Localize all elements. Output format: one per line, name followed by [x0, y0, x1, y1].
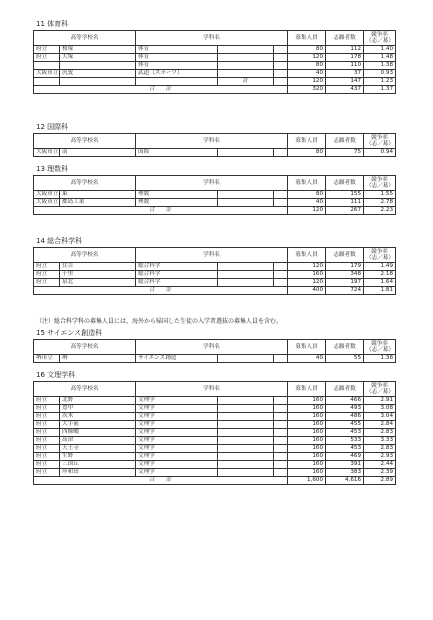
table-row	[34, 279, 396, 287]
spacer-cell	[274, 271, 288, 279]
subtotal-label-cell	[218, 70, 274, 78]
capacity-cell: 80	[288, 191, 326, 199]
prefecture-cell: 府立	[34, 54, 60, 62]
prefecture-cell: 府立	[34, 46, 60, 54]
ratio-cell: 2.18	[364, 271, 396, 279]
applicants-cell: 533	[326, 437, 364, 445]
capacity-cell: 160	[288, 405, 326, 413]
ratio-cell: 3.04	[364, 413, 396, 421]
subtotal-label-cell	[218, 405, 274, 413]
ratio-cell: 2.83	[364, 429, 396, 437]
total-capacity: 1,600	[288, 477, 326, 485]
header-dept: 学科名	[136, 248, 288, 263]
applicants-cell: 112	[326, 46, 364, 54]
total-ratio: 2.23	[364, 207, 396, 215]
header-dept: 学科名	[136, 31, 288, 46]
header-applicants: 志願者数	[326, 134, 364, 149]
subtotal-label-cell	[218, 191, 274, 199]
subtotal-label-cell	[218, 445, 274, 453]
header-row	[34, 340, 396, 355]
dept-cell: 文理学	[136, 461, 218, 469]
table-row	[34, 453, 396, 461]
subtotal-label-cell	[218, 429, 274, 437]
dept-cell: 総合科学	[136, 271, 218, 279]
school-cell: 高津	[60, 437, 136, 445]
prefecture-cell: 府立	[34, 421, 60, 429]
dept-cell: 文理学	[136, 397, 218, 405]
header-capacity: 募集人員	[288, 382, 326, 397]
prefecture-cell: 堺市立	[34, 355, 60, 363]
data-table	[33, 381, 396, 485]
prefecture-cell: 府立	[34, 445, 60, 453]
total-label: 合 計	[34, 86, 288, 94]
prefecture-cell	[34, 78, 60, 86]
header-ratio: 競争率（志／募）	[364, 31, 396, 46]
section-title: 15 サイエンス創造科	[36, 329, 103, 337]
table-row	[34, 355, 396, 363]
total-row	[34, 287, 396, 295]
header-dept: 学科名	[136, 176, 288, 191]
spacer-cell	[274, 191, 288, 199]
capacity-cell: 160	[288, 421, 326, 429]
total-label: 合 計	[34, 207, 288, 215]
ratio-cell: 1.38	[364, 62, 396, 70]
applicants-cell: 178	[326, 54, 364, 62]
subtotal-label-cell	[218, 149, 274, 157]
header-applicants: 志願者数	[326, 382, 364, 397]
spacer-cell	[274, 54, 288, 62]
header-row	[34, 176, 396, 191]
ratio-cell: 3.33	[364, 437, 396, 445]
school-cell: 北野	[60, 397, 136, 405]
header-school: 高等学校名	[34, 176, 136, 191]
capacity-cell: 160	[288, 453, 326, 461]
subtotal-label-cell	[218, 397, 274, 405]
capacity-cell: 160	[288, 461, 326, 469]
header-school: 高等学校名	[34, 248, 136, 263]
table-row	[34, 445, 396, 453]
spacer-cell	[274, 405, 288, 413]
total-ratio: 1.81	[364, 287, 396, 295]
prefecture-cell: 府立	[34, 453, 60, 461]
applicants-cell: 197	[326, 279, 364, 287]
dept-cell: 総合科学	[136, 263, 218, 271]
spacer-cell	[274, 453, 288, 461]
capacity-cell: 160	[288, 271, 326, 279]
dept-cell: 文理学	[136, 437, 218, 445]
capacity-cell: 160	[288, 445, 326, 453]
subtotal-label-cell	[218, 453, 274, 461]
prefecture-cell: 大阪市立	[34, 191, 60, 199]
data-table	[33, 339, 396, 363]
school-cell: 茨木	[60, 413, 136, 421]
total-ratio: 2.89	[364, 477, 396, 485]
header-capacity: 募集人員	[288, 248, 326, 263]
applicants-cell: 466	[326, 397, 364, 405]
capacity-cell: 120	[288, 54, 326, 62]
header-ratio: 競争率（志／募）	[364, 340, 396, 355]
total-label: 合 計	[34, 477, 288, 485]
header-ratio: 競争率（志／募）	[364, 248, 396, 263]
total-label: 合 計	[34, 287, 288, 295]
prefecture-cell: 府立	[34, 461, 60, 469]
school-cell: 三国丘	[60, 461, 136, 469]
header-applicants: 志願者数	[326, 248, 364, 263]
school-cell: 大手前	[60, 421, 136, 429]
applicants-cell: 179	[326, 263, 364, 271]
ratio-cell: 1.23	[364, 78, 396, 86]
school-cell: 東	[60, 191, 136, 199]
capacity-cell: 40	[288, 355, 326, 363]
subtotal-label-cell	[218, 413, 274, 421]
header-dept: 学科名	[136, 134, 288, 149]
table-row	[34, 397, 396, 405]
applicants-cell: 391	[326, 461, 364, 469]
applicants-cell: 453	[326, 429, 364, 437]
applicants-cell: 453	[326, 445, 364, 453]
total-capacity: 120	[288, 207, 326, 215]
school-cell: 南	[60, 149, 136, 157]
spacer-cell	[274, 437, 288, 445]
table-row	[34, 46, 396, 54]
table-row	[34, 62, 396, 70]
spacer-cell	[274, 445, 288, 453]
subtotal-label-cell	[218, 263, 274, 271]
applicants-cell: 147	[326, 78, 364, 86]
header-capacity: 募集人員	[288, 134, 326, 149]
header-ratio: 競争率（志／募）	[364, 176, 396, 191]
subtotal-label-cell	[218, 199, 274, 207]
prefecture-cell: 府立	[34, 397, 60, 405]
school-cell: 都島工業	[60, 199, 136, 207]
school-cell	[60, 78, 136, 86]
ratio-cell: 2.91	[364, 397, 396, 405]
total-applicants: 437	[326, 86, 364, 94]
dept-cell: 武道（スポーツ）	[136, 70, 218, 78]
subtotal-label-cell	[218, 355, 274, 363]
school-cell: 泉北	[60, 279, 136, 287]
spacer-cell	[274, 413, 288, 421]
table-row	[34, 421, 396, 429]
applicants-cell: 455	[326, 421, 364, 429]
ratio-cell: 1.49	[364, 263, 396, 271]
table-row	[34, 70, 396, 78]
school-cell: 生野	[60, 453, 136, 461]
spacer-cell	[274, 397, 288, 405]
table-row	[34, 437, 396, 445]
header-row	[34, 31, 396, 46]
subtotal-label-cell: 計	[218, 78, 274, 86]
data-table	[33, 247, 396, 295]
header-school: 高等学校名	[34, 31, 136, 46]
school-cell: 天王寺	[60, 445, 136, 453]
dept-cell: 文理学	[136, 413, 218, 421]
header-row	[34, 134, 396, 149]
total-applicants: 724	[326, 287, 364, 295]
dept-cell: 文理学	[136, 429, 218, 437]
prefecture-cell: 府立	[34, 469, 60, 477]
applicants-cell: 110	[326, 62, 364, 70]
dept-cell: 文理学	[136, 469, 218, 477]
spacer-cell	[274, 46, 288, 54]
ratio-cell: 3.08	[364, 405, 396, 413]
header-ratio: 競争率（志／募）	[364, 134, 396, 149]
ratio-cell: 0.93	[364, 70, 396, 78]
footnote: （注）総合科学科の募集人員には、海外から帰国した生徒の入学者選抜の募集人員を含む。	[36, 318, 283, 325]
ratio-cell: 1.38	[364, 355, 396, 363]
ratio-cell: 2.39	[364, 469, 396, 477]
ratio-cell: 0.94	[364, 149, 396, 157]
capacity-cell: 160	[288, 429, 326, 437]
applicants-cell: 493	[326, 405, 364, 413]
prefecture-cell: 大阪市立	[34, 70, 60, 78]
capacity-cell: 80	[288, 62, 326, 70]
spacer-cell	[274, 62, 288, 70]
capacity-cell: 120	[288, 279, 326, 287]
prefecture-cell: 府立	[34, 429, 60, 437]
prefecture-cell: 大阪市立	[34, 149, 60, 157]
dept-cell: 体育	[136, 54, 218, 62]
prefecture-cell: 府立	[34, 437, 60, 445]
section-title: 16 文理学科	[36, 371, 76, 379]
dept-cell: 理数	[136, 191, 218, 199]
spacer-cell	[274, 469, 288, 477]
table-row	[34, 78, 396, 86]
dept-cell: 体育	[136, 46, 218, 54]
applicants-cell: 348	[326, 271, 364, 279]
school-cell: 大塚	[60, 54, 136, 62]
section-title: 12 国際科	[36, 123, 69, 131]
table-row	[34, 149, 396, 157]
spacer-cell	[274, 78, 288, 86]
header-applicants: 志願者数	[326, 340, 364, 355]
header-applicants: 志願者数	[326, 176, 364, 191]
capacity-cell: 40	[288, 70, 326, 78]
header-row	[34, 382, 396, 397]
subtotal-label-cell	[218, 469, 274, 477]
table-row	[34, 469, 396, 477]
ratio-cell: 2.83	[364, 445, 396, 453]
capacity-cell: 80	[288, 46, 326, 54]
dept-cell: 文理学	[136, 421, 218, 429]
ratio-cell: 2.93	[364, 453, 396, 461]
table-row	[34, 263, 396, 271]
table-row	[34, 461, 396, 469]
applicants-cell: 469	[326, 453, 364, 461]
spacer-cell	[274, 429, 288, 437]
school-cell: 千里	[60, 271, 136, 279]
dept-cell: 文理学	[136, 445, 218, 453]
school-cell: 四條畷	[60, 429, 136, 437]
header-school: 高等学校名	[34, 382, 136, 397]
capacity-cell: 160	[288, 397, 326, 405]
applicants-cell: 155	[326, 191, 364, 199]
school-cell: 豊中	[60, 405, 136, 413]
school-cell: 住吉	[60, 263, 136, 271]
dept-cell	[136, 78, 218, 86]
spacer-cell	[274, 355, 288, 363]
header-applicants: 志願者数	[326, 31, 364, 46]
data-table	[33, 175, 396, 215]
subtotal-label-cell	[218, 279, 274, 287]
table-row	[34, 405, 396, 413]
school-cell: 岸和田	[60, 469, 136, 477]
applicants-cell: 55	[326, 355, 364, 363]
header-capacity: 募集人員	[288, 176, 326, 191]
school-cell: 桜塚	[60, 46, 136, 54]
subtotal-label-cell	[218, 461, 274, 469]
capacity-cell: 120	[288, 78, 326, 86]
prefecture-cell: 大阪市立	[34, 199, 60, 207]
applicants-cell: 111	[326, 199, 364, 207]
capacity-cell: 160	[288, 413, 326, 421]
table-row	[34, 54, 396, 62]
prefecture-cell: 府立	[34, 271, 60, 279]
section-title: 13 理数科	[36, 165, 69, 173]
subtotal-label-cell	[218, 271, 274, 279]
total-applicants: 4,616	[326, 477, 364, 485]
dept-cell: 国際	[136, 149, 218, 157]
table-row	[34, 413, 396, 421]
applicants-cell: 37	[326, 70, 364, 78]
dept-cell: サイエンス創造	[136, 355, 218, 363]
spacer-cell	[274, 421, 288, 429]
header-dept: 学科名	[136, 340, 288, 355]
data-table	[33, 30, 396, 94]
prefecture-cell: 府立	[34, 405, 60, 413]
section-title: 11 体育科	[36, 20, 69, 28]
total-row	[34, 477, 396, 485]
ratio-cell: 1.55	[364, 191, 396, 199]
spacer-cell	[274, 263, 288, 271]
total-capacity: 320	[288, 86, 326, 94]
spacer-cell	[274, 70, 288, 78]
table-row	[34, 429, 396, 437]
applicants-cell: 383	[326, 469, 364, 477]
section-title: 14 総合科学科	[36, 237, 83, 245]
header-capacity: 募集人員	[288, 340, 326, 355]
subtotal-label-cell	[218, 421, 274, 429]
prefecture-cell: 府立	[34, 279, 60, 287]
applicants-cell: 486	[326, 413, 364, 421]
total-row	[34, 86, 396, 94]
header-dept: 学科名	[136, 382, 288, 397]
dept-cell: 体育	[136, 62, 218, 70]
dept-cell: 文理学	[136, 453, 218, 461]
dept-cell: 文理学	[136, 405, 218, 413]
prefecture-cell	[34, 62, 60, 70]
spacer-cell	[274, 279, 288, 287]
ratio-cell: 2.84	[364, 421, 396, 429]
spacer-cell	[274, 461, 288, 469]
table-row	[34, 191, 396, 199]
capacity-cell: 80	[288, 149, 326, 157]
total-ratio: 1.37	[364, 86, 396, 94]
spacer-cell	[274, 199, 288, 207]
spacer-cell	[274, 149, 288, 157]
ratio-cell: 2.44	[364, 461, 396, 469]
school-cell: 堺	[60, 355, 136, 363]
prefecture-cell: 府立	[34, 263, 60, 271]
capacity-cell: 160	[288, 469, 326, 477]
school-cell: 汎愛	[60, 70, 136, 78]
header-school: 高等学校名	[34, 134, 136, 149]
dept-cell: 理数	[136, 199, 218, 207]
data-table	[33, 133, 396, 157]
applicants-cell: 75	[326, 149, 364, 157]
capacity-cell: 40	[288, 199, 326, 207]
total-row	[34, 207, 396, 215]
capacity-cell: 120	[288, 263, 326, 271]
total-capacity: 400	[288, 287, 326, 295]
header-row	[34, 248, 396, 263]
prefecture-cell: 府立	[34, 413, 60, 421]
header-ratio: 競争率（志／募）	[364, 382, 396, 397]
school-cell	[60, 62, 136, 70]
subtotal-label-cell	[218, 62, 274, 70]
table-row	[34, 199, 396, 207]
subtotal-label-cell	[218, 437, 274, 445]
table-row	[34, 271, 396, 279]
total-applicants: 267	[326, 207, 364, 215]
subtotal-label-cell	[218, 46, 274, 54]
dept-cell: 総合科学	[136, 279, 218, 287]
capacity-cell: 160	[288, 437, 326, 445]
ratio-cell: 1.64	[364, 279, 396, 287]
subtotal-label-cell	[218, 54, 274, 62]
header-school: 高等学校名	[34, 340, 136, 355]
header-capacity: 募集人員	[288, 31, 326, 46]
ratio-cell: 1.48	[364, 54, 396, 62]
ratio-cell: 1.40	[364, 46, 396, 54]
ratio-cell: 2.78	[364, 199, 396, 207]
